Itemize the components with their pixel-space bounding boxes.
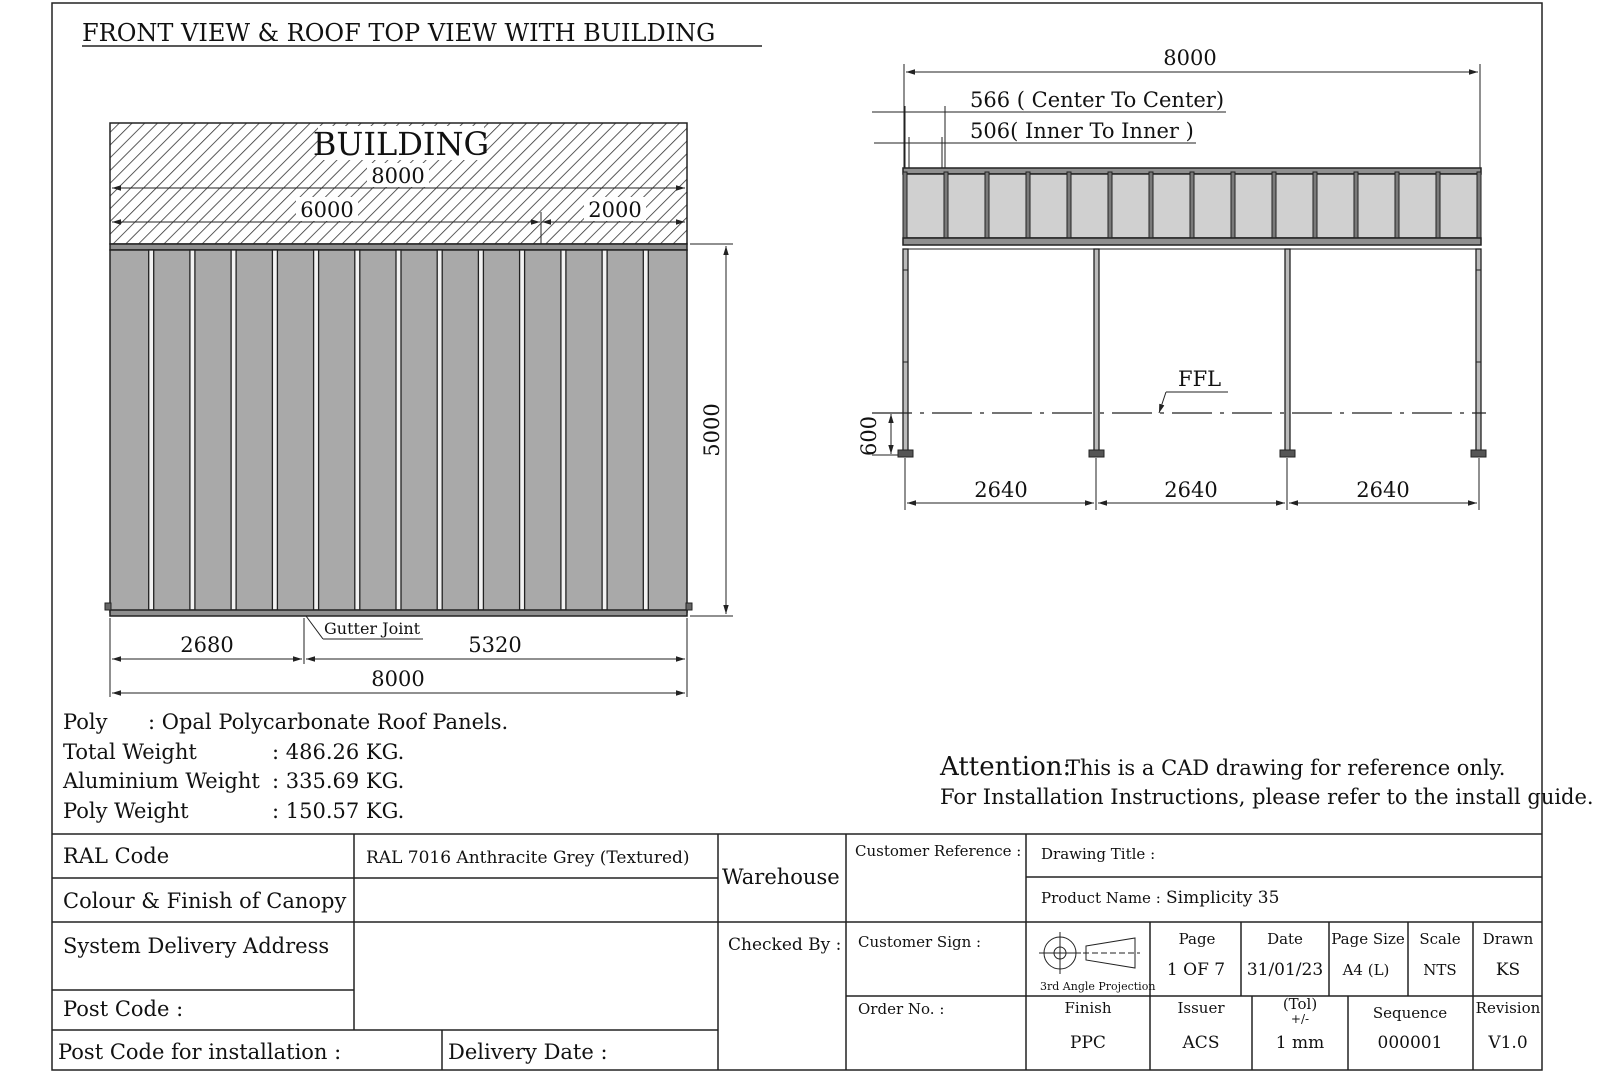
front-glazing-bar [1149,172,1153,238]
front-glazing-bar [1190,172,1194,238]
poly-value: : Opal Polycarbonate Roof Panels. [148,710,509,734]
drawn-label: Drawn [1482,930,1534,948]
depth-label: 5000 [700,403,724,457]
post-1 [903,249,908,452]
front-glazing-bar [1026,172,1030,238]
top-width-label: 8000 [371,164,425,188]
bottom-right-label: 5320 [468,633,522,657]
front-glazing-bar [1477,172,1481,238]
post-3 [1285,249,1290,452]
span-label-1: 2640 [974,478,1028,502]
drawing-title: FRONT VIEW & ROOF TOP VIEW WITH BUILDING [82,19,716,47]
glazing-bar [231,250,236,610]
total-weight-value: : 486.26 KG. [272,740,405,764]
post-code-label: Post Code : [63,997,184,1021]
date-label: Date [1267,930,1303,948]
front-glazing-bar [1067,172,1071,238]
right-seg-label: 2000 [588,198,642,222]
aluminium-weight-label: Aluminium Weight [63,769,260,793]
projection-label: 3rd Angle Projection [1040,980,1156,993]
ffl-label: FFL [1178,367,1222,391]
wall-plate [110,244,687,250]
page-label: Page [1178,930,1216,948]
post-foot-1 [898,450,913,457]
front-view [857,46,1486,510]
tol-sub-label: +/- [1290,1012,1310,1026]
delivery-address-label: System Delivery Address [63,934,330,958]
tol-value: 1 mm [1275,1033,1325,1053]
glazing-bar [190,250,195,610]
page-size-label: Page Size [1331,930,1405,948]
glazing-bar [396,250,401,610]
total-weight-label: Total Weight [63,740,197,764]
customer-reference-label: Customer Reference : [855,842,1022,860]
product-name-label: Product Name : [1041,889,1161,907]
ral-code-label: RAL Code [63,844,170,868]
ffl-leader [1159,392,1166,413]
drawing-title-label: Drawing Title : [1041,845,1156,863]
inner-to-inner-label: 506( Inner To Inner ) [970,119,1194,143]
post-code-install-label: Post Code for installation : [58,1040,342,1064]
front-glazing-bar [1231,172,1235,238]
glazing-bar [643,250,648,610]
height-label: 600 [857,415,881,457]
post-2 [1094,249,1099,452]
gutter-joint-label: Gutter Joint [324,619,421,638]
front-glazing-bar [903,172,907,238]
aluminium-weight-value: : 335.69 KG. [272,769,405,793]
front-glazing-bar [944,172,948,238]
attention-line-2: For Installation Instructions, please refer to the install guide. [940,785,1594,809]
gutter [110,610,687,616]
poly-label: Poly [63,710,108,734]
issuer-label: Issuer [1177,999,1225,1017]
span-label-3: 2640 [1356,478,1410,502]
warehouse-label: Warehouse [722,865,840,889]
span-label-2: 2640 [1164,478,1218,502]
front-posts [898,249,1486,457]
glazing-bar [437,250,442,610]
colour-finish-label: Colour & Finish of Canopy [63,889,347,913]
checked-by-label: Checked By : [728,935,842,955]
finish-label: Finish [1064,999,1112,1017]
left-seg-label: 6000 [300,198,354,222]
top-view [105,123,733,697]
material-notes [62,710,508,823]
gutter-end-right [686,603,692,610]
front-glazing-bar [1313,172,1317,238]
revision-label: Revision [1475,999,1541,1017]
front-glazing-bar [1108,172,1112,238]
front-width-label: 8000 [1163,46,1217,70]
glazing-bar [272,250,277,610]
bottom-total-label: 8000 [371,667,425,691]
building-label: BUILDING [312,125,490,163]
attention-heading: Attention: [940,752,1072,782]
front-glazing-bar [985,172,989,238]
issuer-value: ACS [1182,1033,1220,1053]
projection-symbol-icon [1039,932,1140,974]
scale-value: NTS [1423,961,1457,979]
glazing-bar [355,250,360,610]
front-glazing-bar [1272,172,1276,238]
poly-weight-value: : 150.57 KG. [272,799,405,823]
scale-label: Scale [1419,930,1461,948]
revision-value: V1.0 [1488,1033,1528,1053]
tol-label: (Tol) [1282,995,1318,1013]
gutter-joint-leader [306,616,323,639]
glazing-bar [520,250,525,610]
front-glazing-bar [1354,172,1358,238]
order-no-label: Order No. : [858,1000,945,1018]
gutter-end-left [105,603,111,610]
drawn-value: KS [1495,960,1521,980]
attention-line-1: This is a CAD drawing for reference only. [1066,756,1506,780]
post-foot-2 [1089,450,1104,457]
page-value: 1 OF 7 [1166,960,1226,980]
glazing-bar [602,250,607,610]
post-foot-3 [1280,450,1295,457]
front-gutter-beam [903,238,1481,245]
sequence-label: Sequence [1372,1004,1448,1022]
post-foot-4 [1471,450,1486,457]
date-value: 31/01/23 [1246,960,1324,980]
finish-value: PPC [1070,1033,1106,1053]
attention-note [939,752,1594,809]
glazing-bar [149,250,154,610]
roof-panels [110,250,687,612]
ral-code-value: RAL 7016 Anthracite Grey (Textured) [366,848,690,868]
front-glazing-bar [1436,172,1440,238]
bottom-left-label: 2680 [180,633,234,657]
title-block [52,834,1542,1070]
glazing-bar [478,250,483,610]
front-glazing-bar [1395,172,1399,238]
poly-weight-label: Poly Weight [63,799,189,823]
customer-sign-label: Customer Sign : [858,933,982,951]
delivery-date-label: Delivery Date : [448,1040,608,1064]
product-name-value: Simplicity 35 [1166,888,1280,908]
page-size-value: A4 (L) [1342,961,1390,979]
post-4 [1476,249,1481,452]
sequence-value: 000001 [1377,1033,1443,1053]
center-to-center-label: 566 ( Center To Center) [970,88,1225,112]
glazing-bar [561,250,566,610]
glazing-bar [314,250,319,610]
